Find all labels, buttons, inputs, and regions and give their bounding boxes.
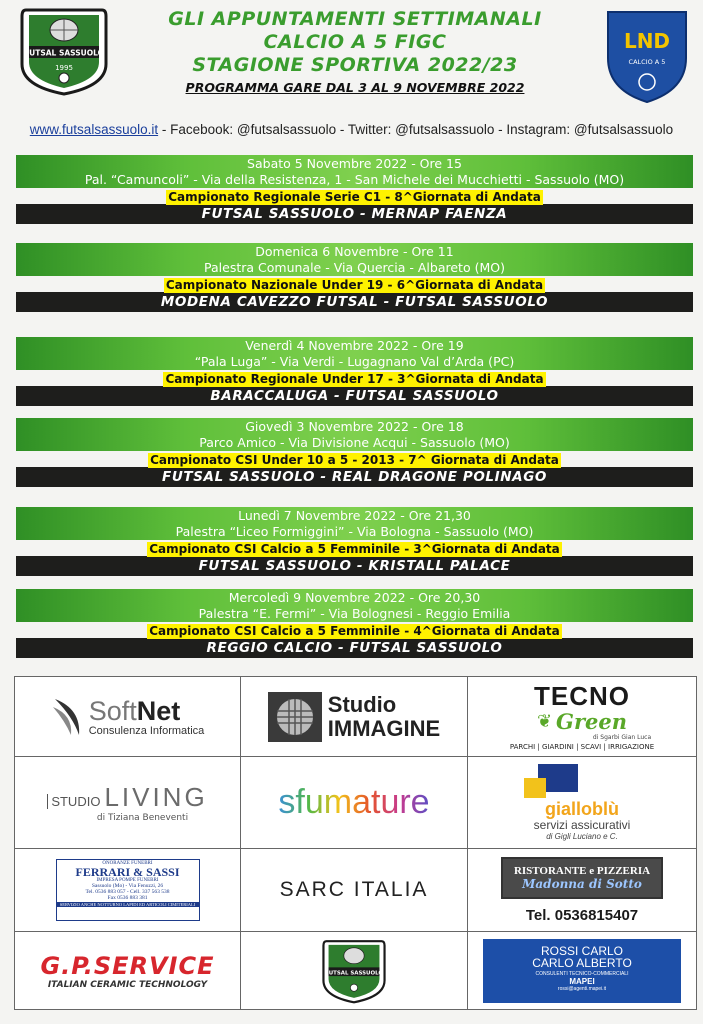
- championship-label: Campionato CSI Under 10 a 5 - 2013 - 7^ Giornata di Andata: [150, 453, 559, 467]
- sponsor-sarc-italia: [241, 849, 468, 932]
- website-link[interactable]: www.futsalsassuolo.it: [29, 122, 159, 137]
- ferrari-sassi-name: FERRARI & SASSI: [75, 865, 180, 879]
- match-teams: FUTSAL SASSUOLO - MERNAP FAENZA: [16, 204, 693, 224]
- match-teams: REGGIO CALCIO - FUTSAL SASSUOLO: [16, 638, 693, 658]
- sarc-name: SARC ITALIA: [279, 878, 429, 901]
- gp-service-tagline: ITALIAN CERAMIC TECHNOLOGY: [47, 979, 208, 990]
- title-line-1: GLI APPUNTAMENTI SETTIMANALI: [168, 8, 542, 30]
- match-info: [16, 243, 693, 276]
- social-links: [0, 122, 703, 137]
- match-date: Giovedì 3 Novembre 2022 - Ore 18: [245, 419, 464, 434]
- match-card: [16, 337, 693, 406]
- title-line-2: CALCIO A 5 FIGC: [263, 31, 447, 53]
- match-card: [16, 418, 693, 487]
- giallo-blu-name: gialloblù: [545, 799, 619, 819]
- championship-label: Campionato Regionale Under 17 - 3^Giornata di Andata: [165, 372, 544, 386]
- match-info: [16, 418, 693, 451]
- championship-label: Campionato Regionale Serie C1 - 8^Giornata di Andata: [168, 190, 541, 204]
- madonna-line1: RISTORANTE e PIZZERIA: [513, 864, 651, 877]
- softnet-swoosh-icon: [51, 695, 85, 739]
- match-venue: Palestra “Liceo Formiggini” - Via Bologna - Sassuolo (MO): [175, 524, 534, 539]
- sponsor-ferrari-sassi: [15, 849, 241, 932]
- match-date: Venerdì 4 Novembre 2022 - Ore 19: [245, 338, 464, 353]
- ferrari-sassi-sub: IMPRESA POMPE FUNEBRI: [96, 878, 159, 883]
- sponsor-futsal-sassuolo: [241, 932, 468, 1009]
- match-venue: Parco Amico - Via Divisione Acqui - Sassuolo (MO): [199, 435, 510, 450]
- ferrari-sassi-address: Sassuolo (Mo) - Via Fenuzzi, 26: [91, 883, 164, 889]
- match-date: Sabato 5 Novembre 2022 - Ore 15: [247, 156, 462, 171]
- match-teams: FUTSAL SASSUOLO - KRISTALL PALACE: [16, 556, 693, 576]
- match-card: [16, 589, 693, 658]
- sponsor-grid: [14, 676, 697, 1010]
- rossi-line1: ROSSI CARLO: [540, 943, 624, 958]
- studio-living-prefix: STUDIO: [47, 794, 100, 809]
- match-venue: Pal. “Camuncoli” - Via della Resistenza, 1 - San Michele dei Mucchietti - Sassuolo (MO): [84, 172, 625, 187]
- tecno-green-owner: di Sgarbi Gian Luca: [592, 733, 652, 741]
- header: [0, 0, 703, 115]
- match-venue: “Pala Luga” - Via Verdi - Lugagnano Val d’Arda (PC): [194, 354, 515, 369]
- match-info: [16, 155, 693, 188]
- studio-living-name: LIVING: [104, 782, 208, 812]
- ferrari-sassi-fax: Fax 0536 883 381: [107, 895, 148, 901]
- sponsor-rossi-mapei: [468, 932, 696, 1009]
- sponsor-madonna-di-sotto: [468, 849, 696, 932]
- giallo-blu-squares-icon: [522, 764, 582, 800]
- gp-service-name: G.P.SERVICE: [40, 951, 215, 980]
- logo-text: FUTSAL SASSUOLO: [24, 48, 104, 58]
- match-date: Mercoledì 9 Novembre 2022 - Ore 20,30: [228, 590, 481, 605]
- match-teams: BARACCALUGA - FUTSAL SASSUOLO: [16, 386, 693, 406]
- sponsor-softnet: [15, 677, 241, 757]
- match-date: Lunedì 7 Novembre 2022 - Ore 21,30: [238, 508, 471, 523]
- title-line-3: STAGIONE SPORTIVA 2022/23: [192, 54, 518, 76]
- leaf-icon: ❦: [536, 710, 553, 732]
- svg-text:CALCIO A 5: CALCIO A 5: [628, 58, 666, 66]
- championship-label: Campionato Nazionale Under 19 - 6^Giornata di Andata: [165, 278, 544, 292]
- ferrari-sassi-footer: SERVIZIO ANCHE NOTTURNO LAPIDI ED ARTICOLI CIMITERIALI: [57, 902, 199, 907]
- ferrari-sassi-top: ONORANZE FUNEBRI: [102, 861, 153, 866]
- madonna-phone: Tel. 0536815407: [525, 906, 639, 924]
- match-teams: FUTSAL SASSUOLO - REAL DRAGONE POLINAGO: [16, 467, 693, 487]
- tecno-green-line1: TECNO: [534, 680, 630, 711]
- svg-text:FUTSAL SASSUOLO: FUTSAL SASSUOLO: [325, 969, 383, 976]
- match-info: [16, 507, 693, 540]
- futsal-sassuolo-logo: [20, 6, 108, 96]
- svg-text:LND: LND: [623, 29, 671, 53]
- championship-label: Campionato CSI Calcio a 5 Femminile - 3^Giornata di Andata: [149, 542, 560, 556]
- giallo-blu-line1: servizi assicurativi: [533, 818, 631, 832]
- match-venue: Palestra Comunale - Via Quercia - Albareto (MO): [204, 260, 505, 275]
- svg-text:1995: 1995: [55, 64, 73, 72]
- program-subtitle: PROGRAMMA GARE DAL 3 AL 9 NOVEMBRE 2022: [185, 80, 525, 95]
- rossi-sub: CONSULENTI TECNICO-COMMERCIALI: [535, 970, 629, 977]
- giallo-blu-line2: di Gigli Luciano e C.: [546, 832, 618, 841]
- sponsor-gp-service: [15, 932, 241, 1009]
- tecno-green-services: PARCHI | GIARDINI | SCAVI | IRRIGAZIONE: [509, 742, 655, 751]
- softnet-tagline: Consulenza Informatica: [88, 724, 205, 737]
- softnet-name-b: Net: [136, 695, 181, 726]
- lnd-calcio-a5-logo: [604, 8, 690, 104]
- madonna-line2: Madonna di Sotto: [522, 876, 642, 891]
- mapei-brand: MAPEI: [569, 976, 595, 986]
- sponsor-sfumature: [241, 757, 468, 849]
- tecno-green-line2: Green: [556, 708, 628, 734]
- studio-living-owner: di Tiziana Beneventi: [96, 813, 189, 823]
- match-info: [16, 337, 693, 370]
- championship-label: Campionato CSI Calcio a 5 Femminile - 4^Giornata di Andata: [149, 624, 560, 638]
- sponsor-tecno-green: [468, 677, 696, 757]
- match-info: [16, 589, 693, 622]
- match-date: Domenica 6 Novembre - Ore 11: [255, 244, 454, 259]
- match-card: [16, 507, 693, 576]
- title-block: [130, 8, 580, 95]
- match-card: [16, 243, 693, 312]
- studio-immagine-line2: IMMAGINE: [327, 715, 441, 741]
- match-teams: MODENA CAVEZZO FUTSAL - FUTSAL SASSUOLO: [16, 292, 693, 312]
- match-card: [16, 155, 693, 224]
- sponsor-studio-living: [15, 757, 241, 849]
- futsal-sassuolo-small-logo: [322, 938, 386, 1004]
- studio-immagine-logo-icon: [268, 692, 322, 742]
- rossi-line2: CARLO ALBERTO: [532, 955, 632, 970]
- sponsor-studio-immagine: [241, 677, 468, 757]
- ferrari-sassi-phones: Tel. 0536 883 057 - Cell. 337 563 538: [85, 889, 170, 895]
- sponsor-giallo-blu: [468, 757, 696, 849]
- match-venue: Palestra “E. Fermi” - Via Bolognesi - Reggio Emilia: [198, 606, 511, 621]
- social-handles: - Facebook: @futsalsassuolo - Twitter: @futsalsassuolo - Instagram: @futsalsassuolo: [158, 122, 674, 137]
- sfumature-name: sfumature: [278, 783, 430, 821]
- softnet-name-a: Soft: [88, 695, 137, 726]
- rossi-email: rossi@agenti.mapei.it: [557, 985, 607, 992]
- studio-immagine-line1: Studio: [327, 691, 397, 717]
